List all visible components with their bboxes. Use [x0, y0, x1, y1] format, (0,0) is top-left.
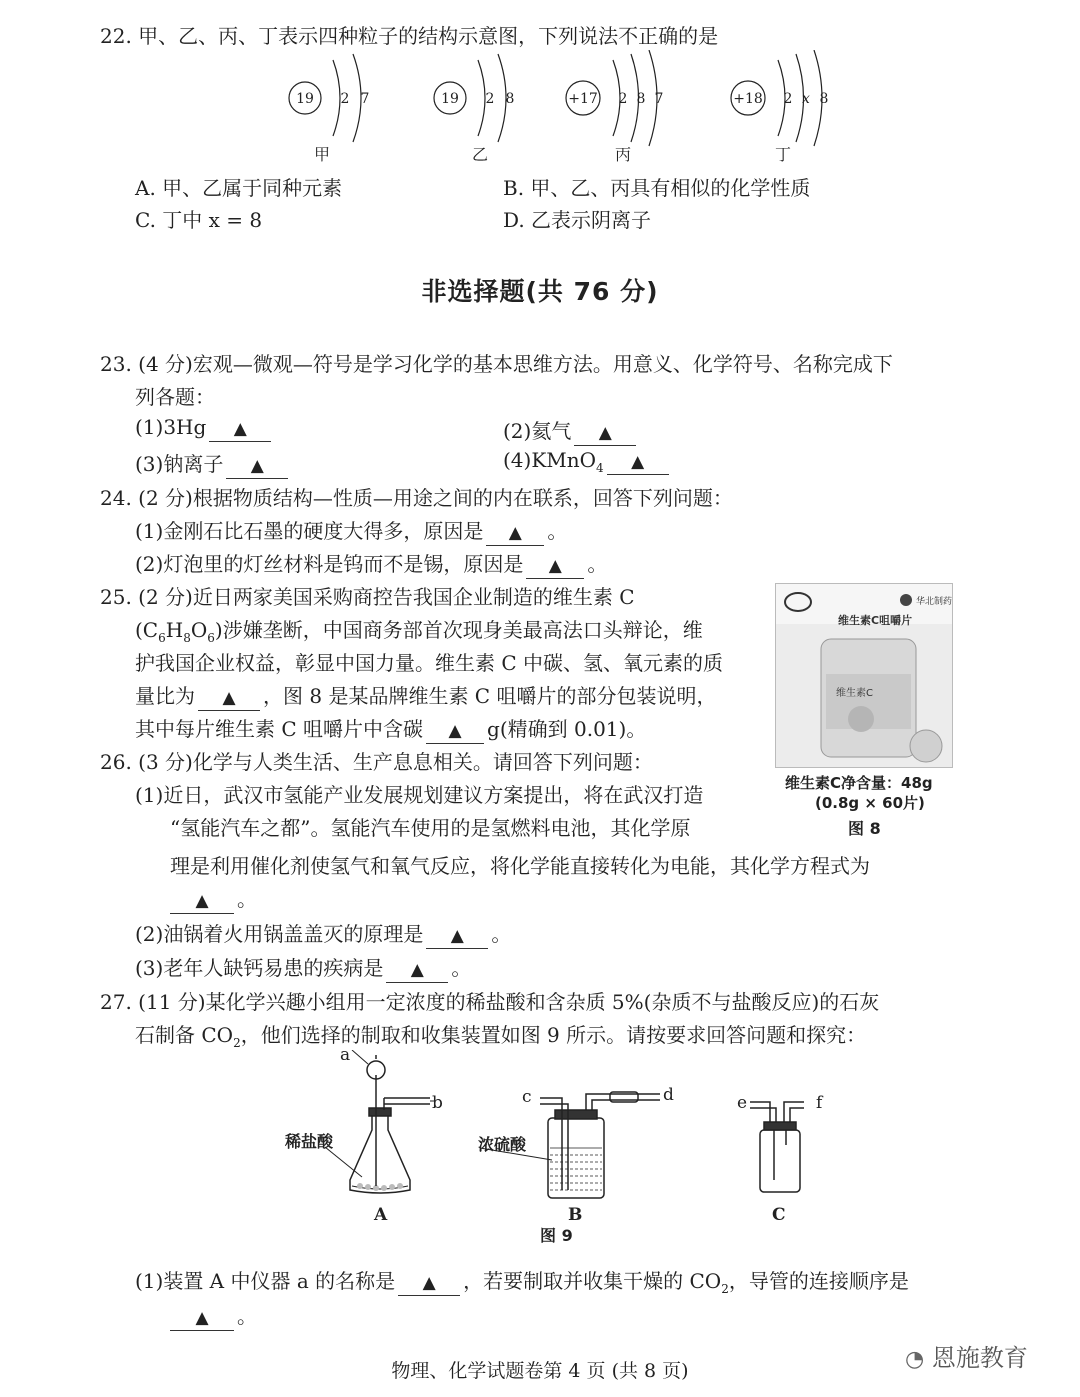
box-title: 维生素C咀嚼片 [838, 614, 913, 627]
label-a: a [340, 1050, 351, 1065]
label-b: b [432, 1093, 443, 1113]
answer-mark: ▲ [410, 960, 424, 980]
figure8-caption-1: 维生素C净含量：48g [785, 774, 933, 792]
answer-mark: ▲ [222, 688, 236, 708]
answer-mark: ▲ [195, 1308, 209, 1328]
apparatus-c [750, 1102, 804, 1192]
atom-nucleus: 19 [441, 91, 459, 107]
answer-mark: ▲ [548, 556, 562, 576]
atom-shell: x [802, 91, 810, 107]
q24-item1: (1)金刚石比石墨的硬度大得多，原因是 ▲ 。 [135, 515, 567, 546]
atom-nucleus: +18 [733, 91, 763, 107]
atom-shell: 2 [618, 91, 628, 107]
q23-item3: (3)钠离子 ▲ [135, 448, 291, 479]
label-f: f [816, 1093, 823, 1113]
atom-shell: 7 [654, 91, 664, 107]
can-label: 维生素C [836, 688, 873, 699]
q25-line2: $(C_6H_8O_6)$涉嫌垄断，中国商务部首次现身美最高法口头辩论，维 [135, 618, 703, 645]
atom-nucleus: 19 [296, 91, 314, 107]
q26-item2: (2)油锅着火用锅盖盖灭的原理是 ▲ 。 [135, 918, 511, 949]
q22-option-c: C. 丁中 x = 8 [135, 208, 263, 232]
figure9-label: 图 9 [540, 1226, 573, 1245]
q23-item1: (1)3Hg ▲ [135, 415, 274, 442]
label-conc-h2so4: 浓硫酸 [478, 1135, 527, 1154]
answer-mark: ▲ [250, 456, 264, 476]
package-illustration [776, 584, 952, 767]
atom-shell: 2 [783, 91, 793, 107]
label-device-c: C [772, 1205, 786, 1225]
q22-option-a: A. 甲、乙属于同种元素 [135, 176, 343, 200]
q27-item1: (1)装置 A 中仪器 a 的名称是 ▲ ，若要制取并收集干燥的 $CO_2$，导管的连接顺序是 [135, 1269, 909, 1296]
atom-shell: 8 [505, 91, 515, 107]
atom-shell: 2 [340, 91, 350, 107]
atom-yi [434, 54, 514, 142]
label-c: c [522, 1087, 532, 1107]
watermark: ◔ 恩施教育 [905, 1344, 1028, 1372]
atom-shell: 7 [360, 91, 370, 107]
q25-line5: 其中每片维生素 C 咀嚼片中含碳 ▲ g(精确到 0.01)。 [135, 713, 646, 744]
atom-label: 丙 [614, 145, 632, 164]
q23-line2: 列各题： [135, 385, 215, 409]
answer-mark: ▲ [195, 891, 209, 911]
q22-option-d: D. 乙表示阴离子 [503, 208, 652, 232]
atom-diagrams [270, 50, 850, 170]
label-e: e [737, 1093, 748, 1113]
q25-line1: 25. (2 分)近日两家美国采购商控告我国企业制造的维生素 C [100, 585, 635, 609]
q26-item3: (3)老年人缺钙易患的疾病是 ▲ 。 [135, 952, 471, 983]
label-device-a: A [374, 1205, 388, 1225]
atom-label: 乙 [471, 145, 489, 164]
q25-line4: 量比为 ▲ ，图 8 是某品牌维生素 C 咀嚼片的部分包装说明， [135, 680, 716, 711]
atom-jia [289, 54, 369, 142]
q23-line1: 23. (4 分)宏观—微观—符号是学习化学的基本思维方法。用意义、化学符号、名称完成下 [100, 352, 893, 376]
q25-line3: 护我国企业权益，彰显中国力量。维生素 C 中碳、氢、氧元素的质 [135, 651, 724, 675]
atom-shell: 2 [485, 91, 495, 107]
vitamin-c-package-photo [775, 583, 953, 768]
wechat-icon: ◔ [905, 1347, 925, 1372]
atom-shell: 8 [636, 91, 646, 107]
q27-line1: 27. (11 分)某化学兴趣小组用一定浓度的稀盐酸和含杂质 5%(杂质不与盐酸反应)的石灰 [100, 990, 880, 1014]
apparatus-diagram [270, 1050, 850, 1250]
q23-item4: (4)KMnO$_4$ ▲ [503, 448, 672, 475]
label-device-b: B [568, 1205, 583, 1225]
answer-mark: ▲ [598, 423, 612, 443]
q22-stem: 22. 甲、乙、丙、丁表示四种粒子的结构示意图，下列说法不正确的是 [100, 24, 719, 48]
answer-mark: ▲ [508, 523, 522, 543]
q26-line3: “氢能汽车之都”。氢能汽车使用的是氢燃料电池，其化学原 [170, 816, 691, 840]
q26-line2: (1)近日，武汉市氢能产业发展规划建议方案提出，将在武汉打造 [135, 783, 704, 807]
q26-line4: 理是利用催化剂使氢气和氧气反应，将化学能直接转化为电能，其化学方程式为 [170, 854, 870, 878]
label-dilute-hcl: 稀盐酸 [285, 1132, 334, 1151]
q23-item2: (2)氦气 ▲ [503, 415, 639, 446]
atom-bing [566, 50, 663, 146]
section-title: 非选择题(共 76 分) [421, 277, 659, 306]
answer-mark: ▲ [450, 926, 464, 946]
q26-line1: 26. (3 分)化学与人类生活、生产息息相关。请回答下列问题： [100, 750, 653, 774]
q27-line2: 石制备 $CO_2$，他们选择的制取和收集装置如图 9 所示。请按要求回答问题和探究： [135, 1023, 867, 1050]
answer-mark: ▲ [422, 1273, 436, 1293]
atom-ding [731, 50, 828, 146]
apparatus-a [325, 1050, 434, 1193]
brand-name: 华北制药 [916, 597, 952, 607]
q26-line5: ▲ 。 [170, 883, 257, 914]
atom-nucleus: +17 [568, 91, 598, 107]
label-d: d [663, 1085, 674, 1105]
answer-mark: ▲ [448, 721, 462, 741]
q27-item1-continued: ▲ 。 [170, 1300, 257, 1331]
figure8-label: 图 8 [848, 819, 881, 838]
q24-line1: 24. (2 分)根据物质结构—性质—用途之间的内在联系，回答下列问题： [100, 486, 733, 510]
answer-mark: ▲ [631, 452, 645, 472]
page-footer: 物理、化学试题卷第 4 页 (共 8 页) [391, 1360, 689, 1382]
q22-option-b: B. 甲、乙、丙具有相似的化学性质 [503, 176, 811, 200]
atom-label: 甲 [313, 145, 331, 164]
figure8-caption-2: (0.8g × 60片) [815, 794, 925, 812]
atom-shell: 8 [819, 91, 829, 107]
atom-label: 丁 [774, 145, 792, 164]
q24-item2: (2)灯泡里的灯丝材料是钨而不是锡，原因是 ▲ 。 [135, 548, 607, 579]
answer-mark: ▲ [233, 419, 247, 439]
